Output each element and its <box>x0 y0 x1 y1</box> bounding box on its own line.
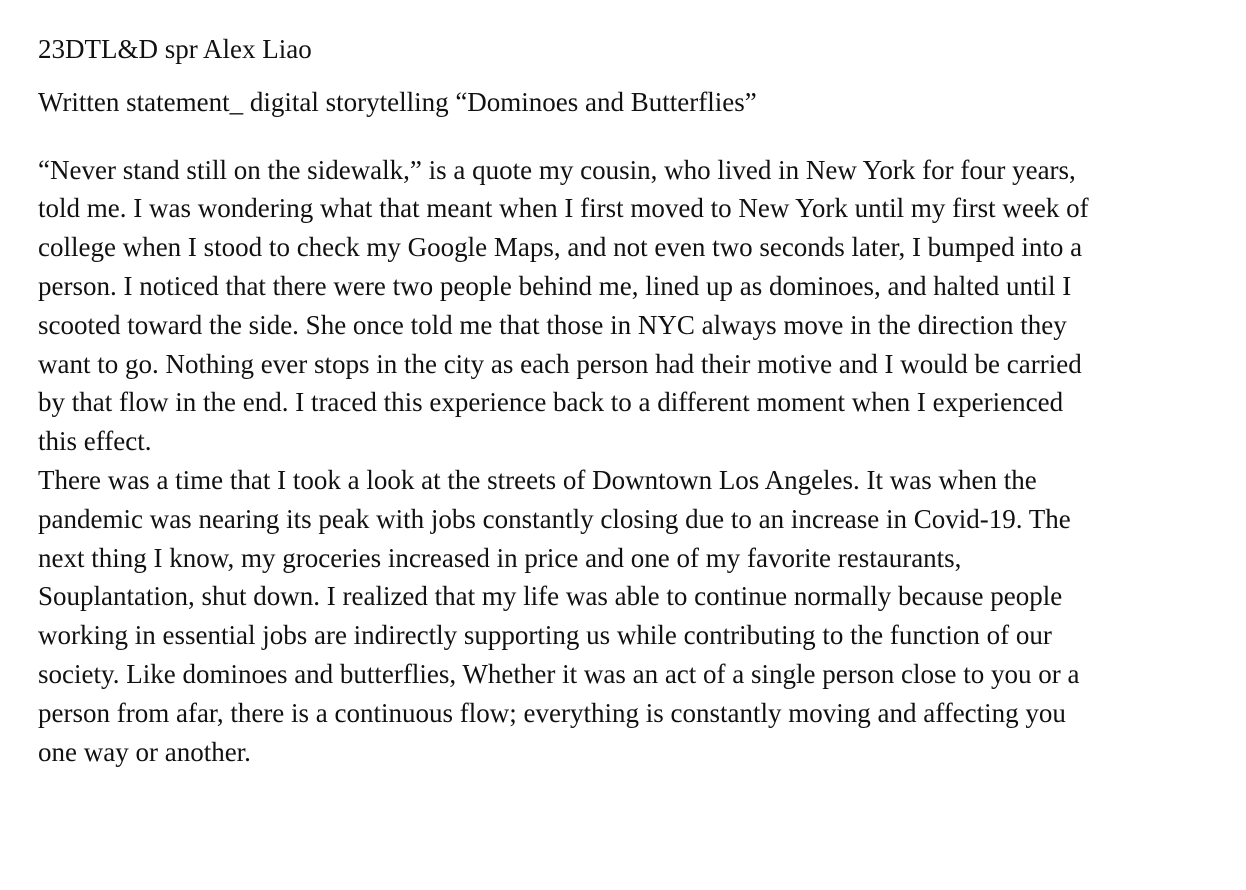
paragraph-line: There was a time that I took a look at the streets of Downtown Los Angeles. It was when the <box>38 464 1037 495</box>
paragraph-line: working in essential jobs are indirectly supporting us while contributing to the function of our <box>38 620 1052 651</box>
paragraph-line: next thing I know, my groceries increased in price and one of my favorite restaurants, <box>38 542 962 573</box>
paragraph-2 <box>38 461 1208 771</box>
paragraph-line: person from afar, there is a continuous flow; everything is constantly moving and affecting you <box>38 697 1066 728</box>
paragraph-line: college when I stood to check my Google Maps, and not even two seconds later, I bumped into a <box>38 232 1083 263</box>
paragraph-line: pandemic was nearing its peak with jobs constantly closing due to an increase in Covid-19. The <box>38 503 1071 534</box>
paragraph-line: “Never stand still on the sidewalk,” is a quote my cousin, who lived in New York for four years, <box>38 154 1076 185</box>
paragraph-line: this effect. <box>38 426 152 457</box>
paragraph-line: person. I noticed that there were two people behind me, lined up as dominoes, and halted until I <box>38 270 1072 301</box>
spacer <box>38 122 1208 151</box>
paragraph-1 <box>38 151 1208 461</box>
paragraph-line: Souplantation, shut down. I realized that my life was able to continue normally because people <box>38 581 1063 612</box>
statement-title: Written statement_ digital storytelling “Dominoes and Butterflies” <box>38 86 757 117</box>
spacer <box>38 69 1208 83</box>
course-line: 23DTL&D spr Alex Liao <box>38 34 312 64</box>
paragraph-line: scooted toward the side. She once told me that those in NYC always move in the direction they <box>38 309 1067 340</box>
paragraph-line: want to go. Nothing ever stops in the city as each person had their motive and I would be carried <box>38 348 1082 379</box>
paragraph-line: by that flow in the end. I traced this experience back to a different moment when I experienced <box>38 387 1064 418</box>
paragraph-line: one way or another. <box>38 736 251 767</box>
paragraph-line: told me. I was wondering what that meant when I first moved to New York until my first week of <box>38 193 1089 224</box>
paragraph-line: society. Like dominoes and butterflies, Whether it was an act of a single person close to you or a <box>38 658 1080 689</box>
document-page <box>38 30 1208 771</box>
